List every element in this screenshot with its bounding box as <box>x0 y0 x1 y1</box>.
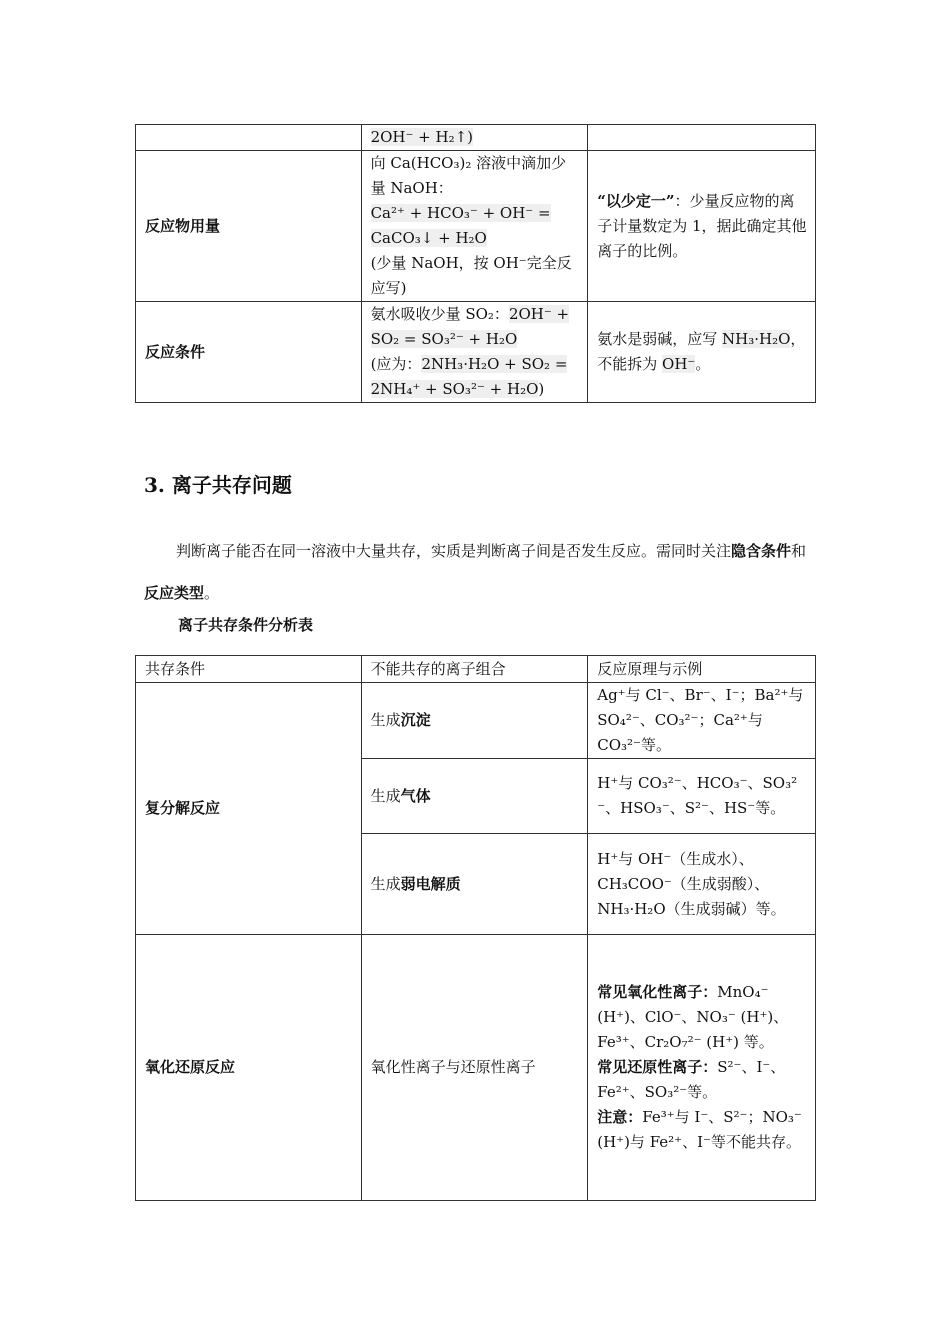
table-cell <box>361 302 588 403</box>
table-cell <box>136 125 362 151</box>
table-header-row <box>136 656 816 683</box>
table-row <box>136 683 816 759</box>
table-cell: H⁺与 CO₃²⁻、HCO₃⁻、SO₃²⁻、HSO₃⁻、S²⁻、HS⁻等。 <box>588 759 816 834</box>
cell-text: 氨水是弱碱，应写 <box>597 330 723 348</box>
section-paragraph <box>144 530 816 614</box>
table-cell: H⁺与 OH⁻（生成水）、CH₃COO⁻（生成弱酸）、NH₃·H₂O（生成弱碱）等。 <box>588 834 816 935</box>
coexistence-table <box>135 655 816 1201</box>
column-header: 不能共存的离子组合 <box>361 656 588 683</box>
row-label: 反应物用量 <box>136 151 362 302</box>
reaction-table-continued <box>135 124 816 403</box>
table-cell <box>588 125 816 151</box>
cell-text: 氨水吸收少量 SO₂： <box>370 305 509 323</box>
table-cell <box>588 302 816 403</box>
emphasis-text: 沉淀 <box>400 711 431 729</box>
paragraph-text: 。 <box>204 584 220 602</box>
table-cell: 氧化性离子与还原性离子 <box>361 935 588 1201</box>
group-label: 氧化还原反应 <box>136 935 362 1201</box>
highlighted-equation: Ca²⁺ + HCO₃⁻ + OH⁻ = CaCO₃↓ + H₂O <box>370 204 551 247</box>
table-cell: Ag⁺与 Cl⁻、Br⁻、I⁻；Ba²⁺与 SO₄²⁻、CO₃²⁻；Ca²⁺与 CO₃²⁻等。 <box>588 683 816 759</box>
cell-text: 生成 <box>370 786 401 805</box>
paragraph-text: 和 <box>791 542 807 560</box>
table-row <box>136 935 816 1201</box>
table-cell <box>361 125 588 151</box>
cell-text: 生成 <box>370 874 401 893</box>
cell-text: ：少量反应物的离子计量数定为 1，据此确定其他离子的比例。 <box>597 191 807 260</box>
rule-name: “以少定一” <box>597 191 675 210</box>
table-cell <box>361 834 588 935</box>
cell-text: Fe³⁺与 I⁻、S²⁻；NO₃⁻ (H⁺)与 Fe²⁺、I⁻等不能共存。 <box>597 1108 802 1151</box>
table-cell <box>588 935 816 1201</box>
emphasis-text: 气体 <box>400 786 431 805</box>
label-text: 常见氧化性离子： <box>597 983 718 1001</box>
emphasis-text: 隐含条件 <box>731 542 792 560</box>
emphasis-text: 弱电解质 <box>400 874 461 893</box>
label-text: 常见还原性离子： <box>597 1058 718 1076</box>
highlighted-formula: NH₃·H₂O <box>722 330 791 348</box>
group-label: 复分解反应 <box>136 683 362 935</box>
highlighted-equation: 2OH⁻ + H₂↑) <box>370 128 474 146</box>
cell-text: ，不能拆为 <box>597 330 806 373</box>
table-caption: 离子共存条件分析表 <box>178 616 314 634</box>
cell-text: S²⁻、I⁻、Fe²⁺、SO₃²⁻等。 <box>597 1058 786 1101</box>
label-text: 注意： <box>597 1108 643 1126</box>
table-row <box>136 125 816 151</box>
cell-text: 生成 <box>370 711 401 729</box>
cell-note: (少量 NaOH，按 OH⁻完全反应写) <box>370 254 572 297</box>
paragraph-text: 判断离子能否在同一溶液中大量共存，实质是判断离子间是否发生反应。需同时关注 <box>176 542 732 560</box>
table-cell <box>361 151 588 302</box>
table-row <box>136 151 816 302</box>
table-row <box>136 302 816 403</box>
cell-text: ) <box>538 380 545 398</box>
table-cell <box>588 151 816 302</box>
column-header: 反应原理与示例 <box>588 656 816 683</box>
table-cell <box>361 683 588 759</box>
cell-text: MnO₄⁻ (H⁺)、ClO⁻、NO₃⁻ (H⁺)、Fe³⁺、Cr₂O₇²⁻ (H⁺) 等。 <box>597 983 789 1051</box>
row-label: 反应条件 <box>136 302 362 403</box>
highlighted-equation: 2NH₃·H₂O + SO₂ = 2NH₄⁺ + SO₃²⁻ + H₂O <box>370 355 568 398</box>
cell-text: 向 Ca(HCO₃)₂ 溶液中滴加少量 NaOH： <box>370 154 567 197</box>
section-heading: 3. 离子共存问题 <box>144 473 292 497</box>
table-cell <box>361 759 588 834</box>
emphasis-text: 反应类型 <box>144 584 205 602</box>
cell-text: 。 <box>695 355 711 373</box>
cell-text: (应为： <box>370 355 422 373</box>
highlighted-equation: 2OH⁻ + SO₂ = SO₃²⁻ + H₂O <box>370 305 570 348</box>
highlighted-formula: OH⁻ <box>662 355 696 373</box>
column-header: 共存条件 <box>136 656 362 683</box>
